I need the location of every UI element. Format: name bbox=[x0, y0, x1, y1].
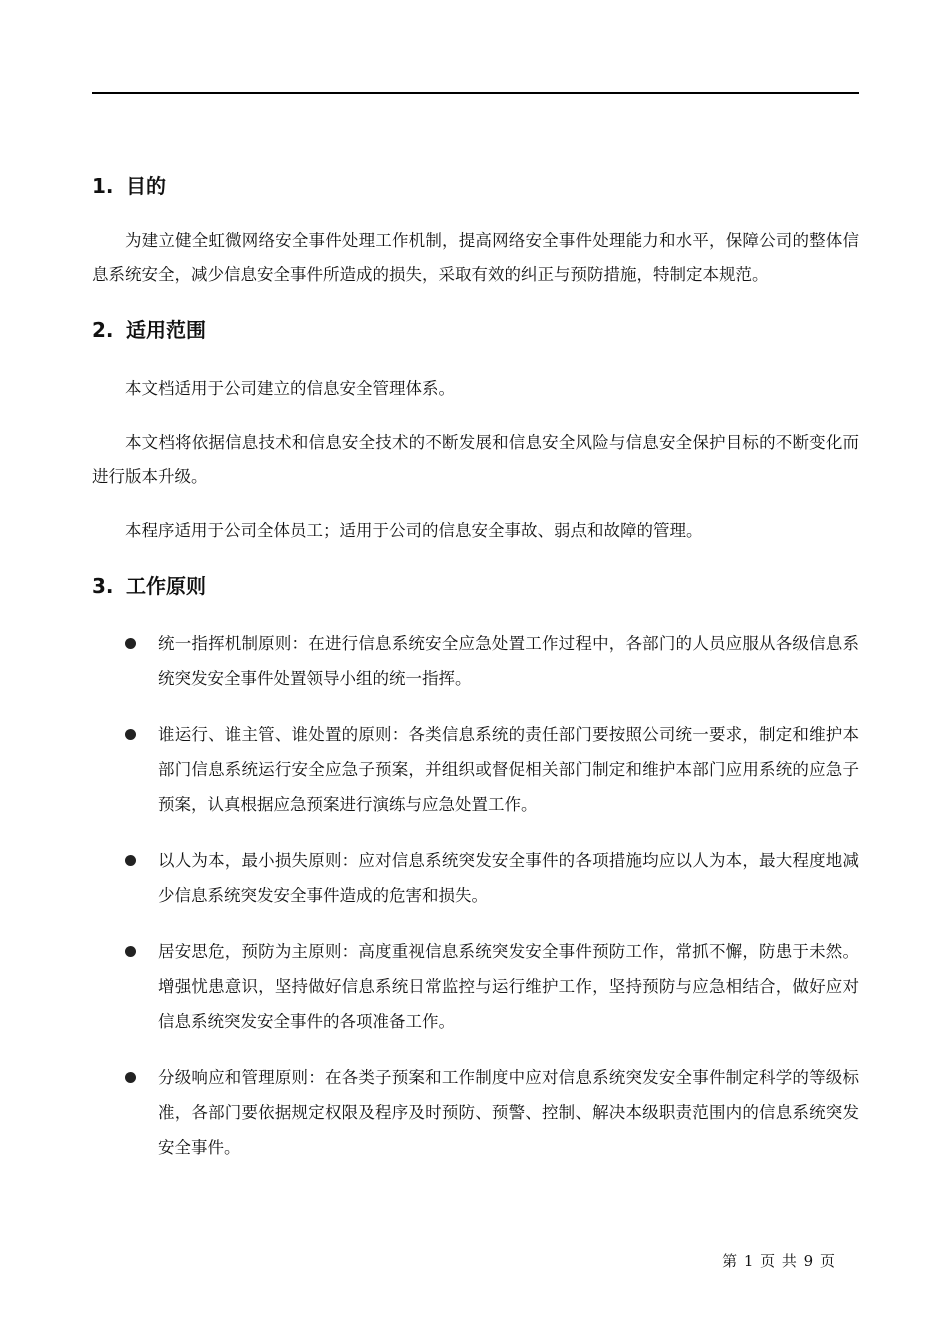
list-item bbox=[92, 934, 859, 1039]
paragraph: 为建立健全虹微网络安全事件处理工作机制，提高网络安全事件处理能力和水平，保障公司的整体信息系统安全，减少信息安全事件所造成的损失，采取有效的纠正与预防措施，特制定本规范。 bbox=[92, 231, 859, 284]
bullet-icon bbox=[125, 946, 136, 957]
paragraph: 本程序适用于公司全体员工；适用于公司的信息安全事故、弱点和故障的管理。 bbox=[125, 521, 703, 540]
page-number: 第 1 页 共 9 页 bbox=[722, 1252, 836, 1270]
section-number: 1. bbox=[92, 174, 114, 198]
bullet-icon bbox=[125, 855, 136, 866]
section-title: 适用范围 bbox=[126, 318, 206, 342]
list-item bbox=[92, 626, 859, 696]
section-title: 工作原则 bbox=[126, 574, 206, 598]
list-item-text: 居安思危，预防为主原则：高度重视信息系统突发安全事件预防工作，常抓不懈，防患于未然。增强忧患意识，坚持做好信息系统日常监控与运行维护工作，坚持预防与应急相结合，做好应对信息系统突发安全事件的各项准备工作。 bbox=[158, 942, 859, 1031]
list-item-text: 统一指挥机制原则：在进行信息系统安全应急处置工作过程中，各部门的人员应服从各级信息系统突发安全事件处置领导小组的统一指挥。 bbox=[158, 634, 859, 688]
section-title: 目的 bbox=[126, 174, 166, 198]
section-heading-scope bbox=[92, 312, 859, 348]
header-rule bbox=[92, 92, 859, 94]
section-number: 3. bbox=[92, 574, 114, 598]
section-heading-principles bbox=[92, 568, 859, 604]
section-number: 2. bbox=[92, 318, 114, 342]
list-item-text: 谁运行、谁主管、谁处置的原则：各类信息系统的责任部门要按照公司统一要求，制定和维护本部门信息系统运行安全应急子预案，并组织或督促相关部门制定和维护本部门应用系统的应急子预案，认真根据应急预案进行演练与应急处置工作。 bbox=[158, 725, 859, 814]
list-item bbox=[92, 717, 859, 822]
list-item-text: 以人为本，最小损失原则：应对信息系统突发安全事件的各项措施均应以人为本，最大程度地减少信息系统突发安全事件造成的危害和损失。 bbox=[158, 851, 859, 905]
paragraph: 本文档适用于公司建立的信息安全管理体系。 bbox=[125, 379, 455, 398]
bullet-icon bbox=[125, 1072, 136, 1083]
bullet-icon bbox=[125, 729, 136, 740]
bullet-icon bbox=[125, 638, 136, 649]
list-item-text: 分级响应和管理原则：在各类子预案和工作制度中应对信息系统突发安全事件制定科学的等级标准，各部门要依据规定权限及程序及时预防、预警、控制、解决本级职责范围内的信息系统突发安全事件。 bbox=[158, 1068, 859, 1157]
paragraph: 本文档将依据信息技术和信息安全技术的不断发展和信息安全风险与信息安全保护目标的不断变化而进行版本升级。 bbox=[92, 433, 859, 486]
list-item bbox=[92, 843, 859, 913]
section-heading-purpose bbox=[92, 168, 859, 204]
list-item bbox=[92, 1060, 859, 1165]
principles-list bbox=[92, 626, 859, 1165]
document-body bbox=[92, 168, 859, 1186]
